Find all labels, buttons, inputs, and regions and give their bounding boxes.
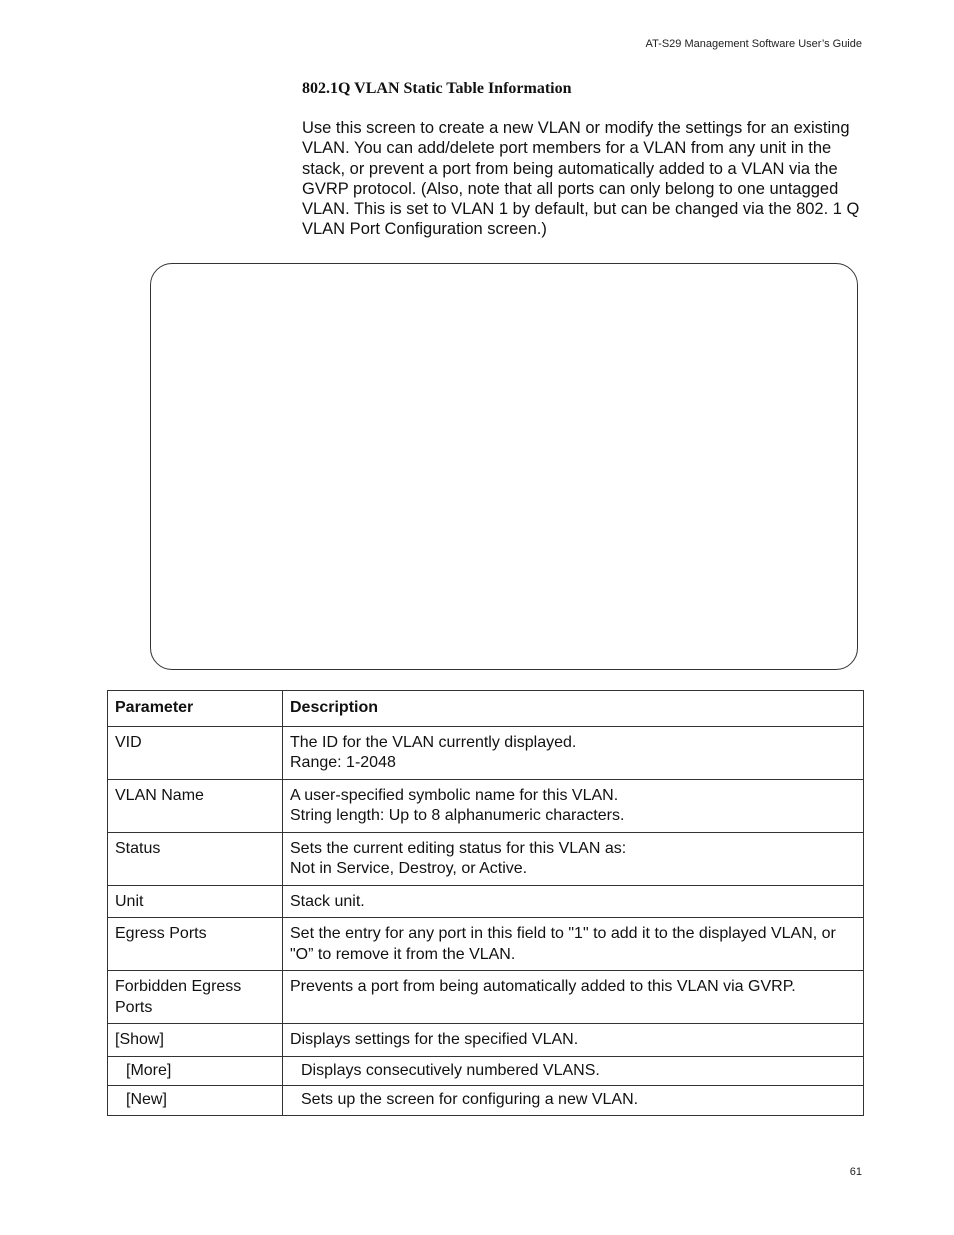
description-line: Sets up the screen for configuring a new VLAN. [301, 1091, 639, 1108]
table-row [108, 918, 864, 971]
parameter-cell: [Show] [108, 1024, 283, 1057]
screen-capture-frame [150, 263, 858, 670]
table-header-row [108, 691, 864, 727]
description-line: Displays consecutively numbered VLANS. [301, 1061, 600, 1079]
description-line: Prevents a port from being automatically added to this VLAN via GVRP. [290, 978, 796, 995]
parameter-table [107, 690, 864, 1116]
description-line: Displays settings for the specified VLAN. [290, 1031, 579, 1048]
intro-paragraph: Use this screen to create a new VLAN or modify the settings for an existing VLAN. You can add/delete port members for a VLAN from any unit in the stack, or prevent a port from being automatically added to a VLAN via the GVRP protocol. (Also, note that all ports can only belong to one untagged VLAN. This is set to VLAN 1 by default, but can be changed via the 802. 1 Q VLAN Port Configuration screen.) [302, 119, 860, 239]
section-title: 802.1Q VLAN Static Table Information [302, 80, 572, 97]
description-cell [283, 1086, 864, 1116]
description-cell [283, 832, 864, 885]
description-line: Stack unit. [290, 892, 365, 910]
parameter-cell: VID [108, 726, 283, 779]
table-row [108, 726, 864, 779]
description-line: Set the entry for any port in this field to "1" to add it to the displayed VLAN, or "O” to remove it from the VLAN. [290, 925, 836, 963]
description-line: Sets the current editing status for this VLAN as: [290, 839, 627, 857]
parameter-cell: Forbidden Egress Ports [108, 971, 283, 1024]
description-cell [283, 1056, 864, 1086]
description-cell [283, 971, 864, 1024]
description-line: Range: 1-2048 [290, 754, 396, 771]
parameter-cell: Egress Ports [108, 918, 283, 971]
page-number: 61 [849, 1166, 862, 1178]
description-cell [283, 726, 864, 779]
description-cell [283, 779, 864, 832]
description-cell [283, 918, 864, 971]
table-row [108, 1024, 864, 1057]
parameter-cell: Unit [108, 885, 283, 918]
description-line: String length: Up to 8 alphanumeric characters. [290, 807, 625, 824]
description-cell [283, 885, 864, 918]
description-line: The ID for the VLAN currently displayed. [290, 733, 577, 751]
parameter-cell: [New] [108, 1086, 283, 1116]
column-header-parameter: Parameter [108, 691, 283, 727]
table-row [108, 885, 864, 918]
description-line: Not in Service, Destroy, or Active. [290, 860, 528, 877]
table-row [108, 1056, 864, 1086]
parameter-cell: [More] [108, 1056, 283, 1086]
parameter-cell: Status [108, 832, 283, 885]
running-header: AT-S29 Management Software User’s Guide [645, 38, 862, 50]
table-row [108, 779, 864, 832]
parameter-cell: VLAN Name [108, 779, 283, 832]
table-row [108, 1086, 864, 1116]
table-row [108, 832, 864, 885]
description-line: A user-specified symbolic name for this VLAN. [290, 786, 619, 804]
column-header-description: Description [283, 691, 864, 727]
description-cell [283, 1024, 864, 1057]
table-row [108, 971, 864, 1024]
